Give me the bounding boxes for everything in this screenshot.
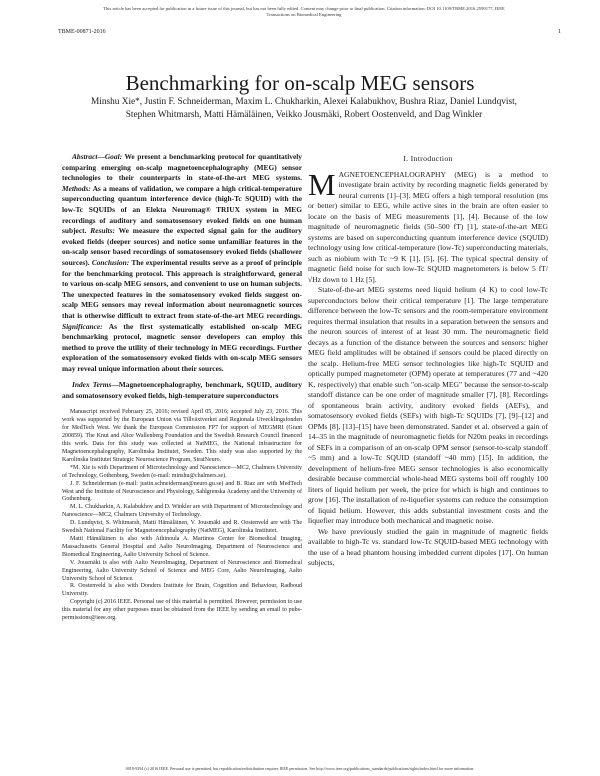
right-column (308, 152, 548, 569)
section-heading: I. Introduction (403, 154, 453, 163)
abstract-methods-label: Methods: (62, 183, 91, 193)
footnote: *M. Xie is with Department of Microtechnology and Nanoscience—MC2, Chalmers University of Technology, Gothenburg, Sweden (e-mail: minshu@chalmers.se). (62, 464, 302, 479)
banner-line-2: Transactions on Biomedical Engineering (266, 12, 342, 17)
footnote: M. L. Chukharkin, A. Kalabukhov and D. Winkler are with Department of Microtechnology and Nanoscience—MC2, Chalmers University of Technology. (62, 504, 302, 519)
abstract-goal: We present a benchmarking protocol for quantitatively comparing emerging on-scalp magnetoencephalography (MEG) sensor technologies to their counterparts in state-of-the-art MEG systems. (62, 152, 302, 183)
authors-line-1: Minshu Xie*, Justin F. Schneiderman, Maxim L. Chukharkin, Alexei Kalabukhov, Bushra Riaz, Daniel Lundqvist, (91, 97, 517, 107)
page-number: 1 (558, 29, 561, 35)
index-terms (62, 380, 302, 401)
intro-paragraph (308, 166, 548, 286)
left-column (62, 152, 302, 623)
abstract (62, 152, 302, 374)
footnote: V. Jousmäki is also with Aalto NeuroImaging, Department of Neuroscience and Biomedical Engineering, Aalto University School of Science and MEG Core, Aalto NeuroImaging, Aalto University School of Science. (62, 559, 302, 582)
abstract-significance: As the first systematically established on-scalp MEG benchmarking protocol, magnetic sensor developers can employ this method to prove the utility of their technology in MEG recordings. Further exploration of the somatosensory evoked fields with on-scalp MEG sensors may reveal unique information about their sources. (62, 321, 302, 373)
journal-banner (40, 6, 568, 18)
footnote: Matti Hämäläinen is also with Athinoula A. Martinos Center for Biomedical Imaging, Massachusetts General Hospital and Aalto NeuroImaging, Department of Neuroscience and Biomedical Engineering, Aalto University School of Science. (62, 535, 302, 558)
banner-line-1: This article has been accepted for publication in a future issue of this journal, but has not been fully edited. Content may change prior to final publication. Citation information: DOI 10.1109/TBME.2016.2599177, IEEE (103, 6, 505, 11)
intro-paragraph-1-text: AGNETOENCEPHALOGRAPHY (MEG) is a method to investigate brain activity by recording magnetic fields generated by neural currents [1]–[3]. MEG offers a high temporal resolution (ms or better) similar to EEG, while active sites in the brain are often easier to locate on the basis of MEG measurements [1], [4]. Because of the low magnitude of neuromagnetic fields (50–500 fT) [1], state-of-the-art MEG systems are based on superconducting quantum interference device (SQUID) technology using low critical-temperature (low-Tc) superconducting materials, such as niobium with Tc ~9 K [1], [5], [6]. The typical spectral density of magnetic field noise for such low-Tc SQUID magnetometers is below 5 fT/√Hz down to 1 Hz [5]. (308, 169, 548, 284)
abstract-methods: As a means of validation, we compare a high critical-temperature superconducting quantum interference device (high-Tc SQUID) with the low-Tc SQUIDs of an Elekta Neuromag® TRIUX system in MEG recordings of auditory and somatosensory evoked fields on one human subject. (62, 183, 302, 236)
intro-paragraph: We have previously studied the gain in magnitude of magnetic fields available to high-Tc vs. standard low-Tc SQUID-based MEG technology with the use of a head phantom housing imbedded current dipoles [17]. On human subjects, (308, 526, 548, 567)
footnote: Copyright (c) 2016 IEEE. Personal use of this material is permitted. However, permission to use this material for any other purposes must be obtained from the IEEE by sending an email to pubs-permissions@ieee.org. (62, 599, 302, 622)
copyright-line: 0018-9294 (c) 2016 IEEE. Personal use is permitted, but republication/redistribution requires IEEE permission. See http://www.ieee.org/publications_standards/publications/rights/index.html for more information. (125, 766, 475, 771)
abstract-results-label: Results: (90, 226, 115, 236)
author-list (52, 96, 556, 121)
intro-paragraph: State-of-the-art MEG systems need liquid helium (4 K) to cool low-Tc superconductors below their critical temperature [1]. The large temperature difference between the low-Tc sensors and the room-temperature environment requires thermal insulation that results in a separation between the sensors and the neuron sources of interest of at least 30 mm. The neuromagnetic field decays as a function of the distance between the sources and sensors: higher MEG field amplitudes will be obtained if sensors could be placed directly on the scalp. Helium-free MEG sensor technologies like high-Tc SQUID and optically pumped magnetometer (OPM) operate at temperatures (77 and ~420 K, respectively) that enable such "on-scalp MEG" because the sensor-to-scalp standoff distance can be one order of magnitude smaller [7], [8]. Recordings of spontaneous brain activity, auditory evoked fields (AEFs), and somatosensory evoked fields (SEFs) with high-Tc SQUIDs [7], [9]–[12] and OPMs [8], [13]–[15] have been demonstrated. Sander et al. observed a gain of 14–35 in the magnitude of neuromagnetic fields for N20m peaks in recordings of SEFs in a comparison of an on-scalp OPM sensor (sensor-to-scalp standoff ~5 mm) and a low-Tc SQUID (standoff ~40 mm) [15]. In addition, the development of helium-free MEG sensor technologies is also economically desirable because commercial whole-head MEG systems boil off roughly 100 liters of liquid helium per week, the price for which is high and continues to grow [16]. The installation of re-liquefier systems can reduce the consumption of liquid helium. However, this adds substantial investment costs and the liquefier may introduce both mechanical and magnetic noise. (308, 285, 548, 525)
footnote: Manuscript received February 25, 2016; revised April 05, 2016; accepted July 23, 2016. This work was supported by the European Union via Tillväxtverket and Regionala Utvecklingsfonden for MedTech West. We thank the European Commission FP7 for support of MEGMRI (Grant 200859). The Knut and Alice Wallenberg Foundation and the Swedish Research Council financed this work. Data for this study was collected at NatMEG, the National infrastructure for Magnetoencephalography, Karolinska Institutet, Sweden. This study was also supported by the Karolinska Institutet Strategic Neuroscience Program, StratNeuro. (62, 409, 302, 463)
footnote: J. F. Schneiderman (e-mail: justin.schneiderman@neuro.gu.se) and B. Riaz are with MedTech West and the Institute of Neuroscience and Physiology, Sahlgrenska Academy and the University of Gothenburg. (62, 480, 302, 503)
footnote: D. Lundqvist, S. Whitmarsh, Matti Hämäläinen, V. Jousmäki and R. Oostenveld are with The Swedish National Facility for Magnetoencephalography (NatMEG), Karolinska Institutet. (62, 520, 302, 535)
abstract-conclusion: The experimental results serve as a proof of principle for the benchmarking protocol. This approach is straightforward, general to various on-scalp MEG sensors, and convenient to use on human subjects. The unexpected features in the somatosensory evoked fields suggest on-scalp MEG sensors may reveal information about neuromagnetic sources that is otherwise difficult to extract from state-of-the-art MEG recordings. (62, 257, 303, 320)
index-terms-label: Index Terms (72, 380, 112, 390)
index-terms-text: —Magnetoencephalography, benchmark, SQUID, auditory and somatosensory evoked fields, high-temperature superconductors (62, 380, 302, 400)
footnote: R. Oostenveld is also with Donders Institute for Brain, Cognition and Behaviour, Radboud University. (62, 583, 302, 598)
authors-line-2: Stephen Whitmarsh, Matti Hämäläinen, Veikko Jousmäki, Robert Oostenveld, and Dag Winkler (125, 109, 483, 120)
manuscript-id: TBME-00871-2016 (58, 29, 106, 35)
drop-cap: M (308, 166, 336, 202)
abstract-significance-label: Significance: (62, 321, 103, 331)
abstract-conclusion-label: Conclusion: (91, 257, 130, 267)
abstract-results: We measure the expected signal gain for the auditory evoked fields (deeper sources) and notice some unfamiliar features in the on-scalp sensor based recordings of somatosensory evoked fields (shallower sources). (62, 226, 302, 267)
abstract-goal-label: Abstract—Goal: (72, 152, 123, 161)
paper-title: Benchmarking for on-scalp MEG sensors (125, 71, 475, 96)
